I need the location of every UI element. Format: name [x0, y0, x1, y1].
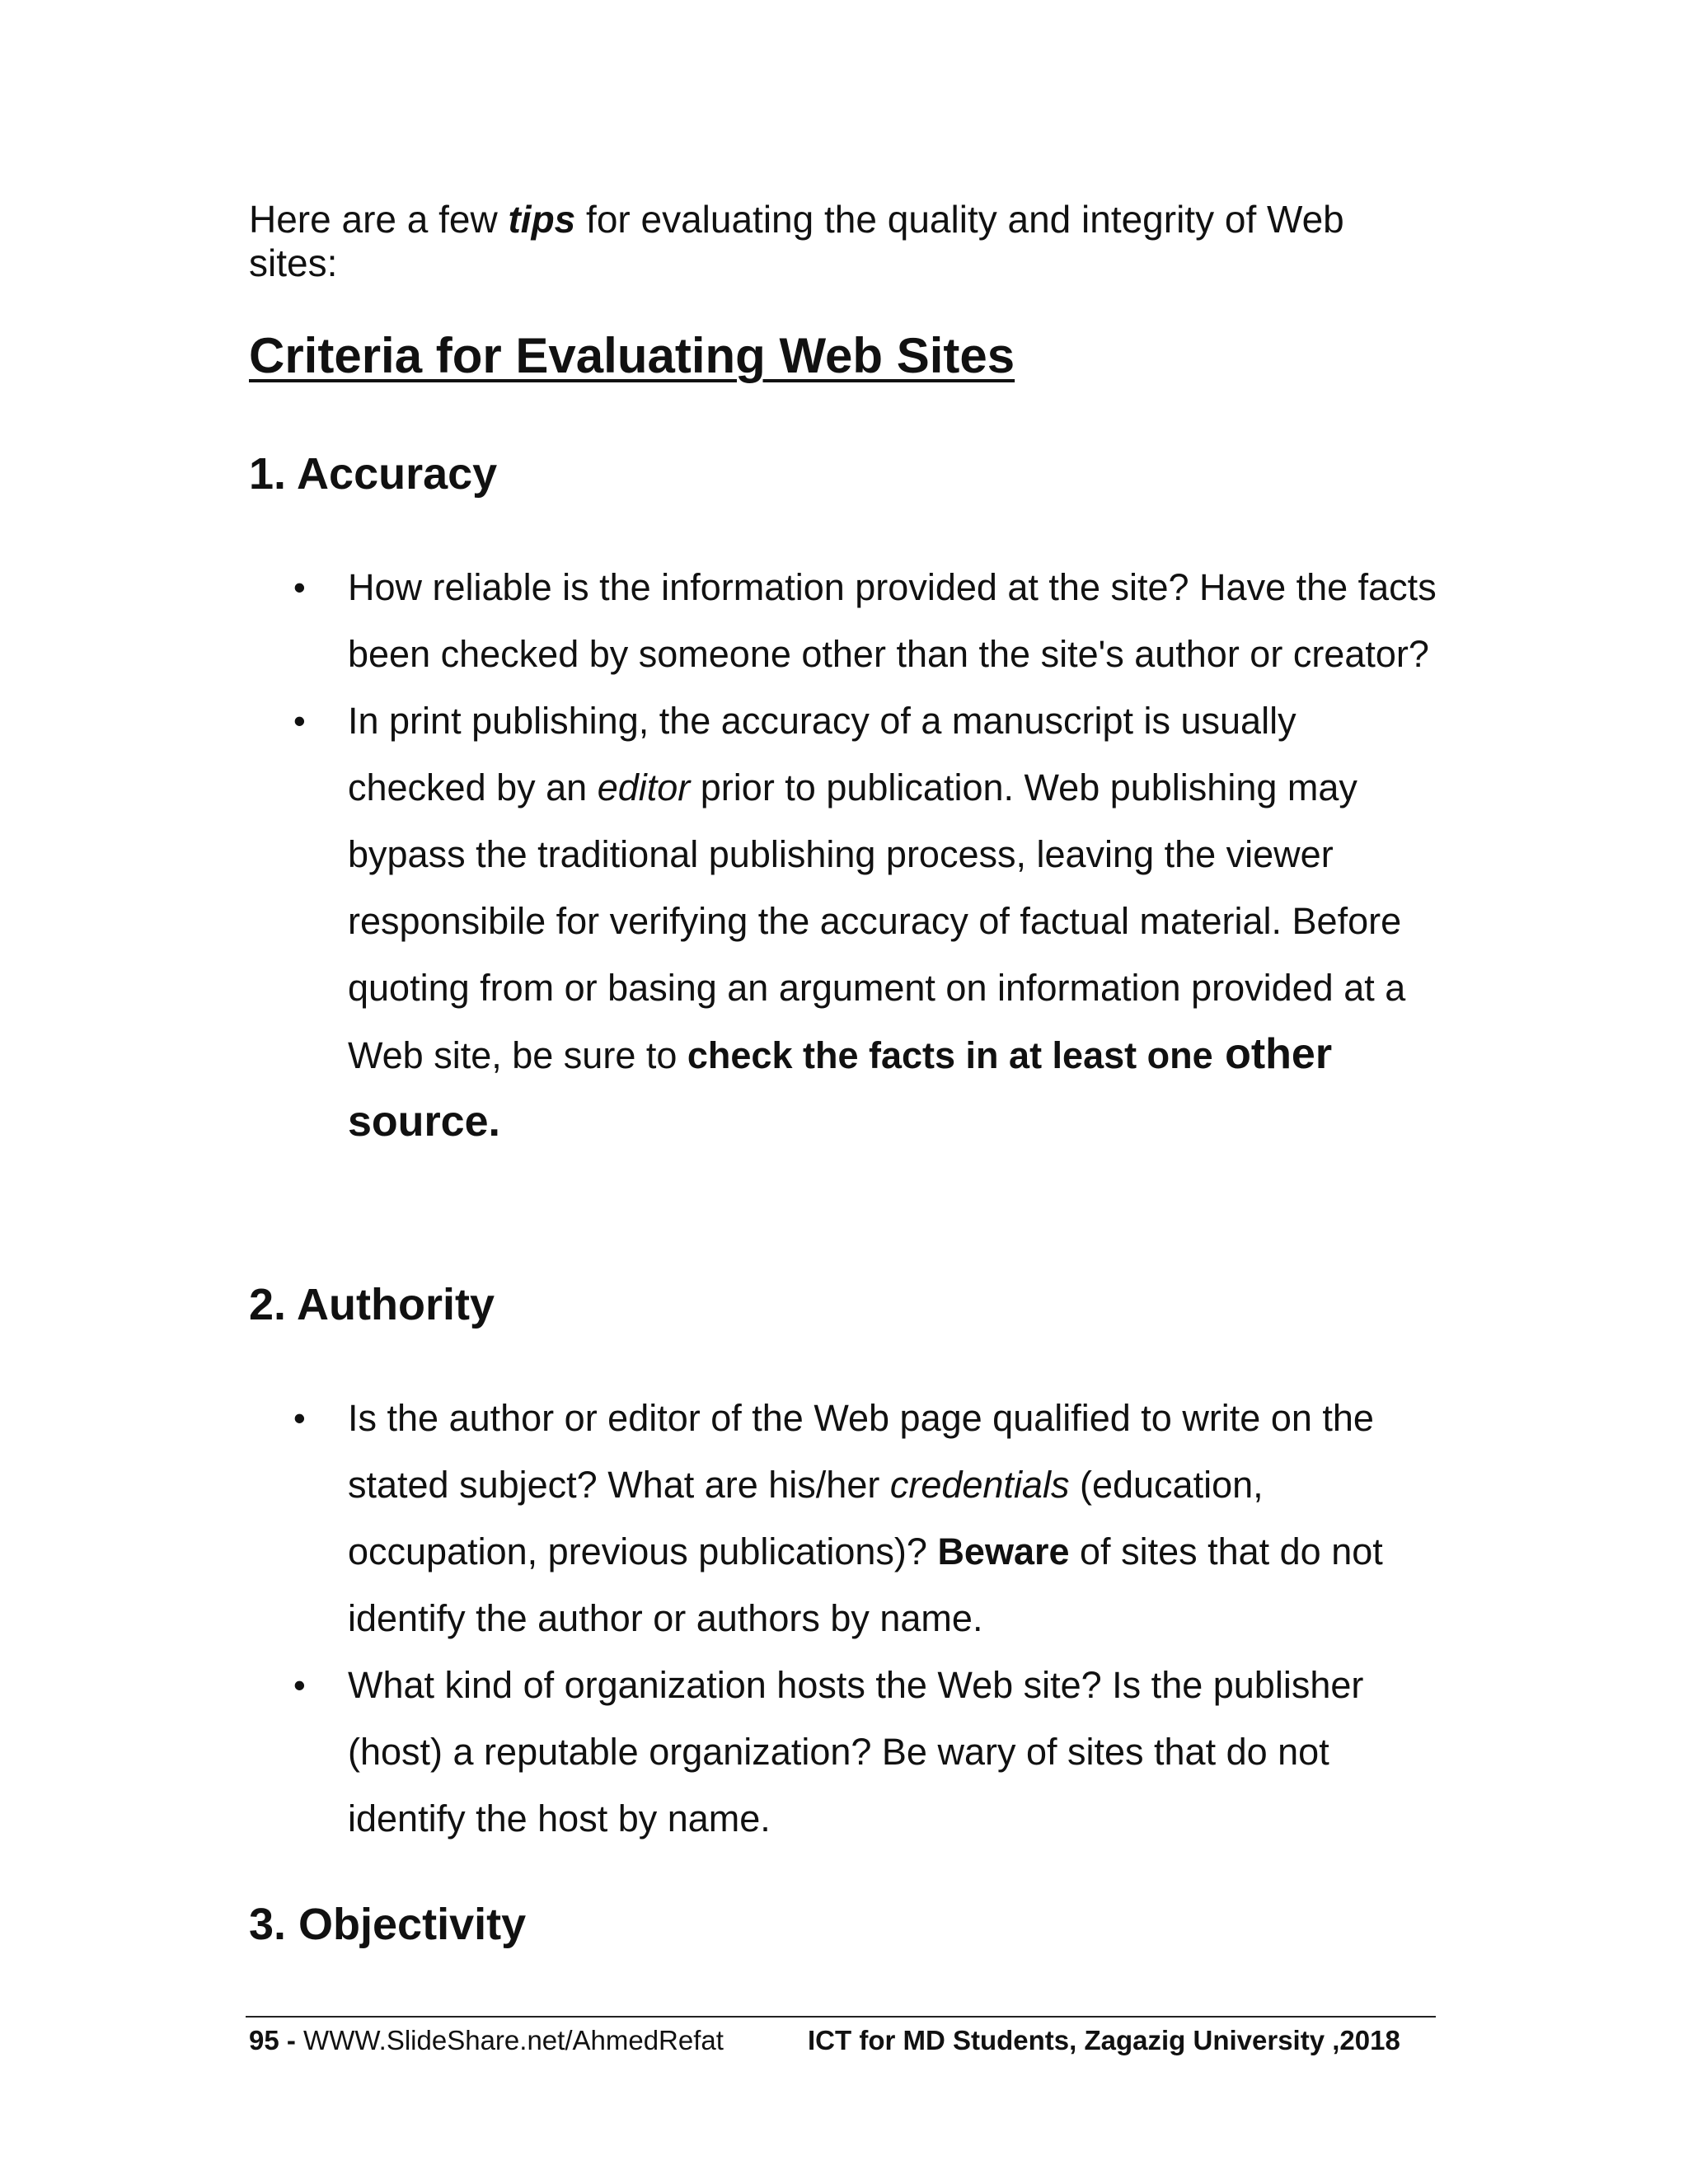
authority-bullet-list	[288, 1385, 1442, 1852]
intro-emphasis: tips	[508, 198, 576, 241]
bullet-icon: •	[293, 1399, 306, 1437]
accuracy-bullet-2-part-2: prior to publication. Web publishing may bypass the traditional publishing process, leaving the viewer responsibile for verifying the accuracy of factual material. Before quoting from or basing an argument on information provided at a Web site, be sure to	[348, 766, 1406, 1076]
accuracy-bullet-2-bold: check the facts in at least one	[687, 1034, 1213, 1076]
authority-bullet-1-bold: Beware	[937, 1530, 1070, 1572]
section-heading-authority: 2. Authority	[249, 1280, 495, 1329]
intro-text-before: Here are a few	[249, 198, 509, 241]
footer-site: WWW.SlideShare.net/AhmedRefat	[303, 2025, 724, 2055]
authority-bullet-1-part-1: Is the author or editor of the Web page qualified to write on the stated subject? What are his/her	[348, 1397, 1374, 1506]
authority-bullet-1-italic: credentials	[889, 1464, 1070, 1506]
bullet-icon: •	[293, 701, 306, 740]
page-footer	[249, 2022, 1439, 2059]
authority-bullet-2-text: What kind of organization hosts the Web site? Is the publisher (host) a reputable organization? Be wary of sites that do not identify the host by name.	[348, 1664, 1364, 1840]
section-heading-accuracy: 1. Accuracy	[249, 449, 498, 499]
authority-bullet-1-part-3: of sites that do not identify the author or authors by name.	[348, 1530, 1383, 1639]
intro-text-after: for evaluating the quality and integrity of Web sites:	[249, 198, 1344, 284]
accuracy-bullet-2-big-bold: other source.	[348, 1030, 1333, 1146]
section-heading-objectivity: 3. Objectivity	[249, 1900, 527, 1949]
authority-bullet-1-part-2: (education, occupation, previous publications)?	[348, 1464, 1264, 1572]
footer-course: ICT for MD Students, Zagazig University ,2018	[808, 2025, 1400, 2055]
list-item	[288, 687, 1442, 1156]
accuracy-bullet-list	[288, 554, 1442, 1156]
accuracy-bullet-2-italic: editor	[597, 766, 691, 808]
footer-divider	[246, 2016, 1436, 2018]
bullet-icon: •	[293, 568, 306, 607]
bullet-icon: •	[293, 1666, 306, 1704]
accuracy-bullet-1-text: How reliable is the information provided at the site? Have the facts been checked by someone other than the site's author or creator?	[348, 566, 1437, 675]
list-item	[288, 1652, 1442, 1852]
page-title: Criteria for Evaluating Web Sites	[249, 328, 1015, 383]
list-item	[288, 1385, 1442, 1652]
accuracy-bullet-2-part-1: In print publishing, the accuracy of a manuscript is usually checked by an	[348, 700, 1296, 808]
list-item	[288, 554, 1442, 687]
footer-page-number: 95 -	[249, 2025, 296, 2055]
intro-paragraph	[249, 198, 1419, 285]
